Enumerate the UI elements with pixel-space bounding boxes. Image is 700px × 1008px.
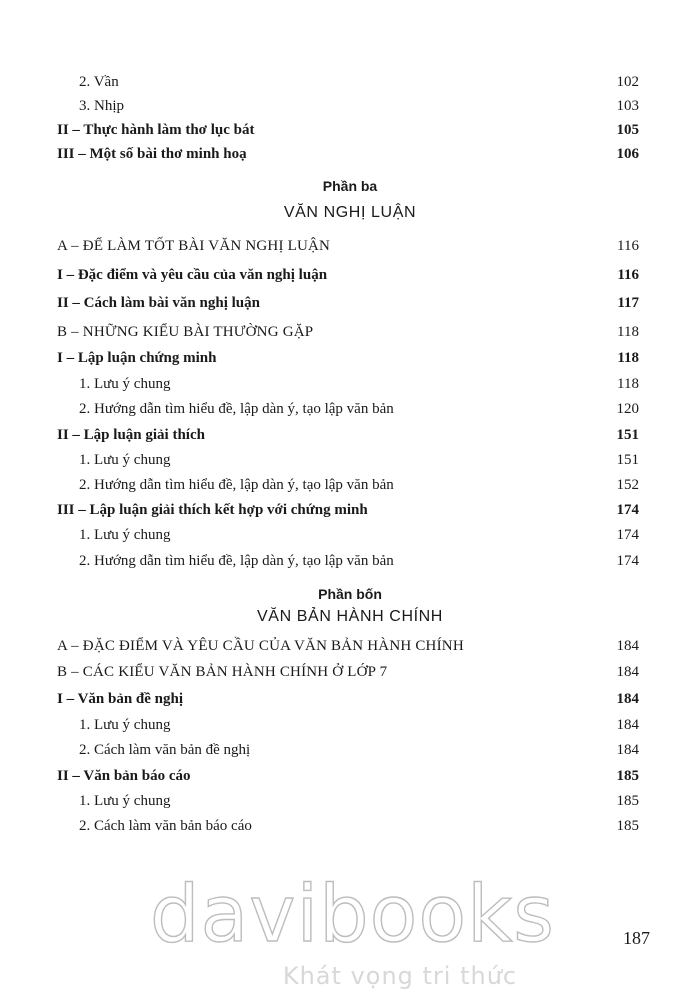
page-number: 187: [623, 928, 650, 948]
toc-entry: [0, 119, 700, 141]
toc-entry-title: 1. Lưu ý chung: [79, 527, 171, 543]
toc-entry-page: 174: [616, 527, 639, 543]
toc-entry-page: 120: [616, 401, 639, 417]
toc-entry: [0, 347, 700, 369]
toc-entry-title: II – Cách làm bài văn nghị luận: [57, 295, 260, 311]
toc-entry: [0, 524, 700, 546]
toc-entry-title: 2. Cách làm văn bản báo cáo: [79, 818, 252, 834]
toc-entry: [0, 714, 700, 736]
part3-title: VĂN NGHỊ LUẬN: [283, 204, 417, 221]
toc-entry-page: 118: [617, 376, 639, 392]
toc-entry: [0, 790, 700, 812]
part4-title: VĂN BẢN HÀNH CHÍNH: [257, 608, 443, 625]
toc-entry: [0, 474, 700, 496]
part4-label: Phần bốn: [318, 586, 382, 602]
toc-entry-title: A – ĐẶC ĐIỂM VÀ YÊU CẦU CỦA VĂN BẢN HÀNH CHÍNH: [57, 638, 464, 654]
toc-entry: [0, 373, 700, 395]
part3-label: Phần ba: [322, 178, 378, 194]
toc-entry-page: 118: [617, 350, 639, 366]
watermark-slogan: Khát vọng tri thức: [282, 962, 518, 990]
toc-entry-title: 2. Vần: [79, 74, 119, 90]
watermark-logo: davibooks: [150, 870, 555, 960]
toc-entry-page: 185: [616, 793, 639, 809]
toc-entry: [0, 739, 700, 761]
toc-entry: [0, 661, 700, 683]
toc-entry: [0, 499, 700, 521]
toc-entry-title: II – Văn bản báo cáo: [57, 768, 191, 784]
toc-entry: [0, 550, 700, 572]
toc-entry-title: II – Thực hành làm thơ lục bát: [57, 122, 255, 138]
toc-entry-title: 2. Hướng dẫn tìm hiểu đề, lập dàn ý, tạo lập văn bản: [79, 401, 394, 417]
toc-entry-title: 3. Nhịp: [79, 98, 124, 114]
toc-entry-page: 151: [616, 452, 639, 468]
toc-entry-title: 2. Hướng dẫn tìm hiểu đề, lập dàn ý, tạo lập văn bản: [79, 553, 394, 569]
toc-entry: [0, 449, 700, 471]
toc-entry: [0, 321, 700, 343]
toc-entry-title: I – Lập luận chứng minh: [57, 350, 217, 366]
toc-entry-page: 106: [616, 146, 639, 162]
toc-entry-title: I – Đặc điểm và yêu cầu của văn nghị luận: [57, 267, 328, 283]
toc-entry-title: 1. Lưu ý chung: [79, 376, 171, 392]
toc-entry: [0, 815, 700, 837]
toc-entry-page: 184: [616, 717, 639, 733]
toc-entry-title: 1. Lưu ý chung: [79, 793, 171, 809]
toc-entry-page: 185: [616, 818, 639, 834]
toc-entry-page: 184: [616, 664, 639, 680]
toc-entry-title: I – Văn bản đề nghị: [57, 691, 184, 707]
toc-entry-page: 184: [616, 638, 639, 654]
toc-entry-page: 118: [617, 324, 639, 340]
toc-entry-page: 117: [617, 295, 639, 311]
toc-entry-page: 116: [617, 267, 639, 283]
toc-entry-page: 151: [616, 427, 639, 443]
toc-entry-page: 185: [616, 768, 639, 784]
toc-entry: [0, 398, 700, 420]
toc-entry: [0, 688, 700, 710]
toc-entry-page: 152: [616, 477, 639, 493]
toc-entry: [0, 95, 700, 117]
toc-entry-title: 1. Lưu ý chung: [79, 717, 171, 733]
toc-entry-title: B – CÁC KIỂU VĂN BẢN HÀNH CHÍNH Ở LỚP 7: [57, 664, 388, 680]
toc-entry-page: 105: [616, 122, 639, 138]
toc-entry-title: 2. Cách làm văn bản đề nghị: [79, 742, 251, 758]
toc-entry-page: 174: [616, 553, 639, 569]
toc-entry: [0, 71, 700, 93]
toc-entry-title: 1. Lưu ý chung: [79, 452, 171, 468]
toc-entry-page: 103: [616, 98, 639, 114]
toc-entry-title: III – Lập luận giải thích kết hợp với chứng minh: [57, 502, 368, 518]
toc-entry-title: III – Một số bài thơ minh hoạ: [57, 146, 247, 162]
toc-entry: [0, 264, 700, 286]
toc-entry: [0, 292, 700, 314]
toc-entry-page: 116: [617, 238, 639, 254]
toc-entry: [0, 143, 700, 165]
toc-entry: [0, 424, 700, 446]
toc-entry: [0, 235, 700, 257]
toc-entry: [0, 765, 700, 787]
toc-entry-title: A – ĐỂ LÀM TỐT BÀI VĂN NGHỊ LUẬN: [57, 238, 331, 254]
toc-entry-title: II – Lập luận giải thích: [57, 427, 205, 443]
toc-entry-page: 184: [616, 742, 639, 758]
toc-entry-page: 184: [616, 691, 639, 707]
toc-entry-page: 102: [616, 74, 639, 90]
toc-entry-page: 174: [616, 502, 639, 518]
toc-entry-title: 2. Hướng dẫn tìm hiểu đề, lập dàn ý, tạo lập văn bản: [79, 477, 394, 493]
toc-entry-title: B – NHỮNG KIỂU BÀI THƯỜNG GẶP: [57, 324, 314, 340]
toc-entry: [0, 635, 700, 657]
